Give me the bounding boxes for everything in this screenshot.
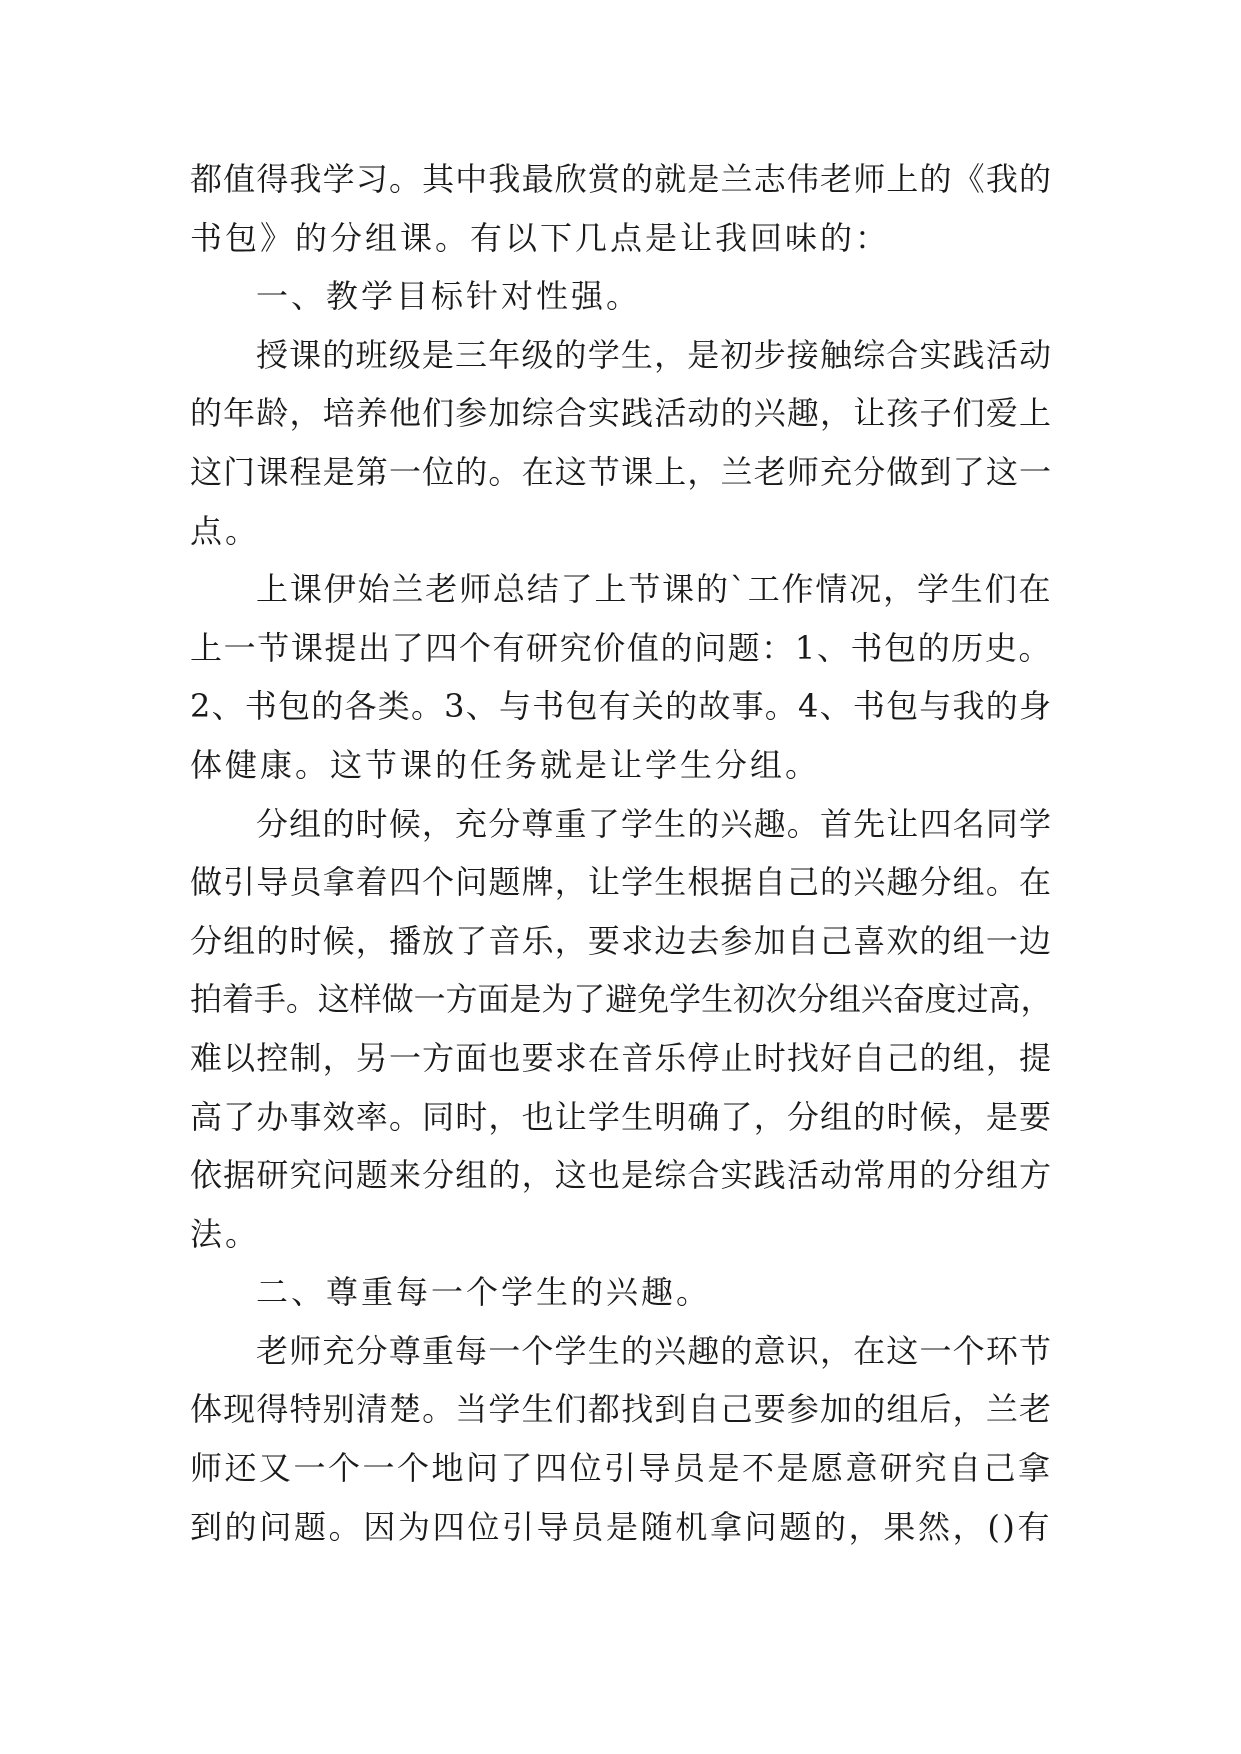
text-line: 依据研究问题来分组的，这也是综合实践活动常用的分组方 bbox=[190, 1156, 1052, 1195]
text-line: 这门课程是第一位的。在这节课上，兰老师充分做到了这一 bbox=[190, 452, 1052, 491]
text-line: 高了办事效率。同时，也让学生明确了，分组的时候，是要 bbox=[190, 1097, 1052, 1136]
text-line: 点。 bbox=[190, 511, 261, 550]
text-line: 体健康。这节课的任务就是让学生分组。 bbox=[190, 745, 821, 784]
document-body bbox=[190, 150, 1052, 1556]
text-line: 2、书包的各类。3、与书包有关的故事。4、书包与我的身 bbox=[190, 687, 1052, 726]
text-line: 的年龄，培养他们参加综合实践活动的兴趣，让孩子们爱上 bbox=[190, 394, 1052, 433]
text-line: 老师充分尊重每一个学生的兴趣的意识，在这一个环节 bbox=[256, 1331, 1052, 1370]
text-line: 分组的时候，充分尊重了学生的兴趣。首先让四名同学 bbox=[256, 804, 1052, 843]
text-line: 法。 bbox=[190, 1214, 261, 1253]
text-line: 师还又一个一个地问了四位引导员是不是愿意研究自己拿 bbox=[190, 1449, 1053, 1488]
text-line: 分组的时候，播放了音乐，要求边去参加自己喜欢的组一边 bbox=[190, 921, 1052, 960]
text-line: 一、教学目标针对性强。 bbox=[256, 277, 642, 316]
text-line: 难以控制，另一方面也要求在音乐停止时找好自己的组，提 bbox=[190, 1038, 1052, 1077]
text-line: 都值得我学习。其中我最欣赏的就是兰志伟老师上的《我的 bbox=[190, 160, 1052, 198]
text-line: 体现得特别清楚。当学生们都找到自己要参加的组后，兰老 bbox=[190, 1390, 1052, 1429]
text-line: 上一节课提出了四个有研究价值的问题：1、书包的历史。 bbox=[190, 628, 1052, 667]
text-line: 二、尊重每一个学生的兴趣。 bbox=[256, 1273, 712, 1312]
text-line: 上课伊始兰老师总结了上节课的`工作情况，学生们在 bbox=[256, 570, 1052, 609]
text-line: 书包》的分组课。有以下几点是让我回味的： bbox=[190, 218, 891, 257]
text-line: 到的问题。因为四位引导员是随机拿问题的，果然，()有 bbox=[190, 1507, 1052, 1546]
text-line: 授课的班级是三年级的学生，是初步接触综合实践活动 bbox=[256, 335, 1052, 374]
text-line: 做引导员拿着四个问题牌，让学生根据自己的兴趣分组。在 bbox=[190, 863, 1052, 902]
text-line: 拍着手。这样做一方面是为了避免学生初次分组兴奋度过高， bbox=[190, 980, 1052, 1019]
